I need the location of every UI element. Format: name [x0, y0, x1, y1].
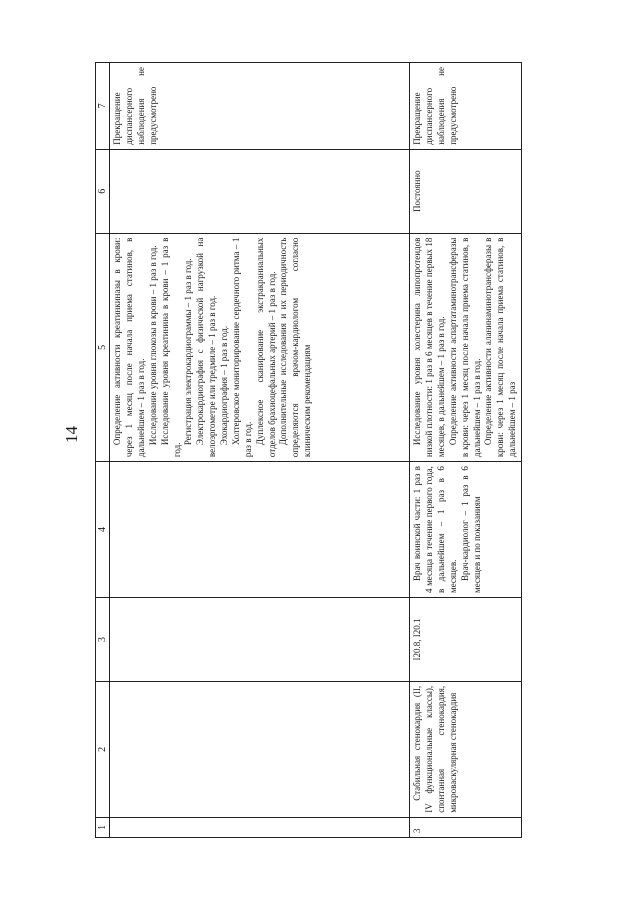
header-row [96, 63, 110, 838]
examinations-cell [410, 233, 522, 461]
exam-item: Исследование уровня холестерина липопротеидов низкой плотности: 1 раз в 6 месяцев в течение первых 18 месяцев, в дальнейшем – 1 раз в год. [412, 237, 446, 458]
cell [110, 817, 410, 837]
exam-item: Электрокардиография с физической нагрузкой на велоэргометре или тредмиле – 1 раз в год. [195, 237, 218, 458]
condition-text: Стабильная стенокардия (II, IV функциональные классы), спонтанная стенокардия, микроваскулярная стенокардия [412, 685, 458, 813]
cell [110, 462, 410, 598]
termination-cell [410, 63, 522, 150]
header-col-3: 3 [96, 598, 110, 682]
exam-item: Дополнительные исследования и их периодичность определяются врачом-кардиологом согласно клиническим рекомендациям [278, 237, 313, 458]
exam-item: Определение активности аспартатаминотрансферазы в крови: через 1 месяц после начала приема статинов, в дальнейшем – 1 раз в год. [447, 237, 482, 458]
frequency-cell [410, 462, 522, 598]
row-number: 3 [410, 817, 522, 837]
exam-item: Определение активности креатинкиназы в крови: через 1 месяц после начала приема статинов, в дальнейшем – 1 раз в год. [112, 237, 146, 458]
header-col-2: 2 [96, 681, 110, 817]
duration-cell: Постоянно [410, 149, 522, 233]
table-row-3 [410, 63, 522, 838]
header-col-5: 5 [96, 233, 110, 461]
dispensary-table [95, 62, 522, 838]
frequency-item: Врач воинской части: 1 раз в 4 месяца в течение первого года, в дальнейшем – 1 раз в 6 месяцев. [412, 466, 458, 593]
exam-item: Регистрация электрокардиограммы – 1 раз в год. [183, 258, 194, 446]
exam-item: Исследование уровня креатинина в крови – 1 раз в год. [159, 237, 182, 458]
cell [110, 149, 410, 233]
termination-cell [110, 63, 410, 150]
continuation-row [110, 63, 410, 838]
examinations-cell [110, 233, 410, 461]
termination-text: Прекращение диспансерного наблюдения не предусмотрено [412, 67, 458, 145]
exam-item: Определение активности аланинаминотрансферазы в крови: через 1 месяц после начала приема статинов, в дальнейшем – 1 раз [483, 237, 518, 458]
exam-item: Холтеровское мониторирование сердечного ритма – 1 раз в год. [230, 237, 253, 458]
header-col-6: 6 [96, 149, 110, 233]
termination-text: Прекращение диспансерного наблюдения не предусмотрено [112, 67, 158, 145]
cell [110, 598, 410, 682]
exam-item: Исследование уровня глюкозы в крови – 1 раз в год. [147, 245, 158, 446]
page-number: 14 [62, 426, 81, 443]
condition-cell [410, 681, 522, 817]
header-col-1: 1 [96, 817, 110, 837]
cell [110, 681, 410, 817]
rotated-table-container [95, 62, 575, 838]
exam-item: Дуплексное сканирование экстракраниальных отделов брахиоцефальных артерий – 1 раз в год. [254, 237, 277, 458]
exam-item: Эхокардиография – 1 раз в год. [219, 325, 230, 446]
icd-codes: I20.8, I20.1 [410, 598, 522, 682]
header-col-4: 4 [96, 462, 110, 598]
header-col-7: 7 [96, 63, 110, 150]
frequency-item: Врач-кардиолог – 1 раз в 6 месяцев и по показаниям [459, 466, 482, 593]
